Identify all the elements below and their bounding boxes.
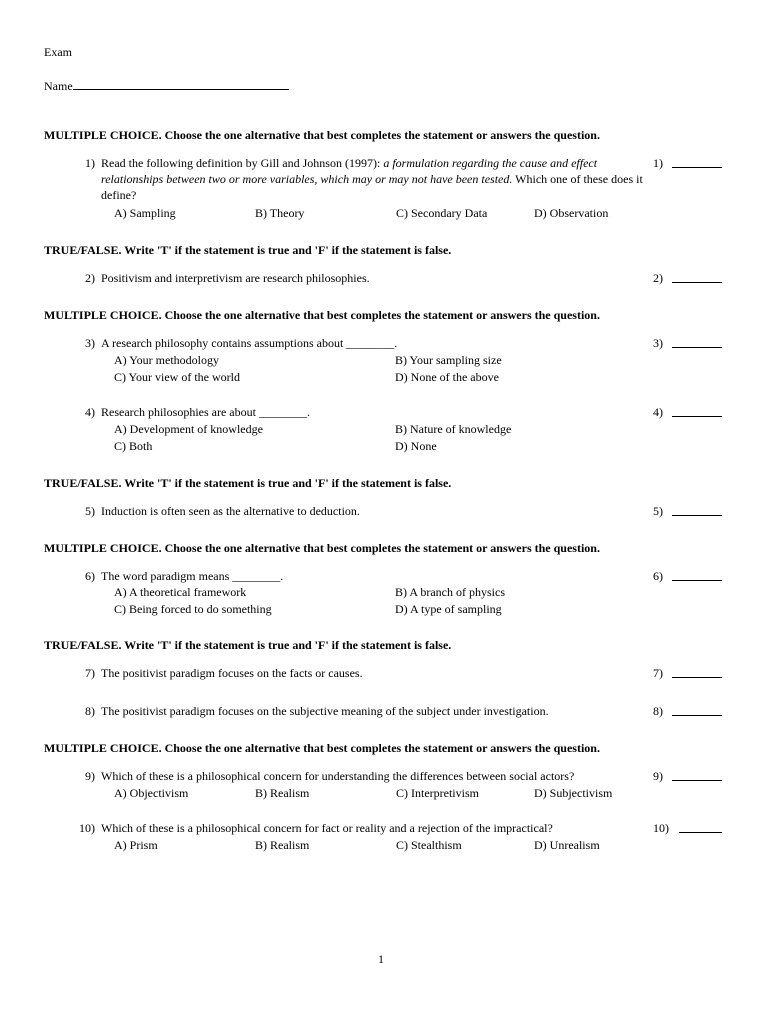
question-number-1: 1) <box>85 156 95 170</box>
section-heading-mc-4: MULTIPLE CHOICE. Choose the one alternative that best completes the statement or answers the question. <box>44 741 600 755</box>
option-1c: C) Secondary Data <box>396 206 488 220</box>
section-heading-tf-2: TRUE/FALSE. Write 'T' if the statement is true and 'F' if the statement is false. <box>44 476 452 490</box>
answer-number-1: 1) <box>653 156 663 170</box>
question-number-6: 6) <box>85 569 95 583</box>
option-4c: C) Both <box>114 439 153 453</box>
question-text-7: The positivist paradigm focuses on the facts or causes. <box>101 666 363 680</box>
section-heading-mc-3: MULTIPLE CHOICE. Choose the one alternative that best completes the statement or answers the question. <box>44 541 600 555</box>
option-6d: D) A type of sampling <box>395 602 502 616</box>
question-text-10: Which of these is a philosophical concern for fact or reality and a rejection of the impractical? <box>101 821 553 835</box>
option-1b: B) Theory <box>255 206 305 220</box>
answer-blank-6[interactable] <box>672 569 722 585</box>
option-4d: D) None <box>395 439 437 453</box>
question-text-9: Which of these is a philosophical concern for understanding the differences between social actors? <box>101 769 575 783</box>
question-number-9: 9) <box>85 769 95 783</box>
answer-blank-4[interactable] <box>672 405 722 421</box>
answer-blank-7[interactable] <box>672 666 722 682</box>
answer-blank-9[interactable] <box>672 769 722 785</box>
answer-blank-5[interactable] <box>672 504 722 520</box>
question-number-3: 3) <box>85 336 95 350</box>
option-4b: B) Nature of knowledge <box>395 422 512 436</box>
question-number-10: 10) <box>79 821 95 835</box>
question-number-2: 2) <box>85 271 95 285</box>
option-3a: A) Your methodology <box>114 353 220 367</box>
section-heading-mc-2: MULTIPLE CHOICE. Choose the one alternative that best completes the statement or answers the question. <box>44 308 600 322</box>
answer-number-4: 4) <box>653 405 663 419</box>
option-10d: D) Unrealism <box>534 838 600 852</box>
option-10c: C) Stealthism <box>396 838 462 852</box>
option-6c: C) Being forced to do something <box>114 602 272 616</box>
option-1d: D) Observation <box>534 206 609 220</box>
answer-blank-1[interactable] <box>672 156 722 172</box>
question-text-6: The word paradigm means ________. <box>101 569 284 583</box>
option-9b: B) Realism <box>255 786 310 800</box>
answer-number-5: 5) <box>653 504 663 518</box>
answer-blank-2[interactable] <box>672 271 722 287</box>
answer-number-7: 7) <box>653 666 663 680</box>
option-10b: B) Realism <box>255 838 310 852</box>
section-heading-tf-3: TRUE/FALSE. Write 'T' if the statement is true and 'F' if the statement is false. <box>44 638 452 652</box>
question-number-8: 8) <box>85 704 95 718</box>
name-blank[interactable] <box>73 78 289 90</box>
question-text-1: Read the following definition by Gill and Johnson (1997): a formulation regarding the cause and effect relationships between two or more variables, which may or may not have been tested. Which one of these does it define? <box>101 156 643 202</box>
option-9d: D) Subjectivism <box>534 786 613 800</box>
section-heading-tf-1: TRUE/FALSE. Write 'T' if the statement is true and 'F' if the statement is false. <box>44 243 452 257</box>
answer-number-2: 2) <box>653 271 663 285</box>
question-text-4: Research philosophies are about ________. <box>101 405 310 419</box>
page-number: 1 <box>378 952 384 966</box>
question-text-2: Positivism and interpretivism are research philosophies. <box>101 271 370 285</box>
option-3c: C) Your view of the world <box>114 370 240 384</box>
question-text-8: The positivist paradigm focuses on the subjective meaning of the subject under investigation. <box>101 704 549 718</box>
question-number-5: 5) <box>85 504 95 518</box>
option-9c: C) Interpretivism <box>396 786 479 800</box>
name-field[interactable] <box>44 78 289 94</box>
answer-number-9: 9) <box>653 769 663 783</box>
option-3b: B) Your sampling size <box>395 353 502 367</box>
option-3d: D) None of the above <box>395 370 499 384</box>
answer-blank-8[interactable] <box>672 704 722 720</box>
quoted-definition: a formulation regarding the cause and effect relationships between two or more variables, which may or may not have been tested. <box>101 156 598 186</box>
question-text-5: Induction is often seen as the alternative to deduction. <box>101 504 360 518</box>
section-heading-mc-1: MULTIPLE CHOICE. Choose the one alternative that best completes the statement or answers the question. <box>44 128 600 142</box>
question-number-4: 4) <box>85 405 95 419</box>
answer-blank-10[interactable] <box>679 821 722 837</box>
name-label: Name <box>44 79 73 93</box>
option-1a: A) Sampling <box>114 206 176 220</box>
answer-number-8: 8) <box>653 704 663 718</box>
answer-number-3: 3) <box>653 336 663 350</box>
answer-blank-3[interactable] <box>672 336 722 352</box>
question-number-7: 7) <box>85 666 95 680</box>
option-4a: A) Development of knowledge <box>114 422 263 436</box>
exam-title: Exam <box>44 45 72 59</box>
option-10a: A) Prism <box>114 838 158 852</box>
option-6a: A) A theoretical framework <box>114 585 247 599</box>
option-6b: B) A branch of physics <box>395 585 505 599</box>
answer-number-10: 10) <box>653 821 669 835</box>
option-9a: A) Objectivism <box>114 786 189 800</box>
answer-number-6: 6) <box>653 569 663 583</box>
question-text-3: A research philosophy contains assumptions about ________. <box>101 336 398 350</box>
